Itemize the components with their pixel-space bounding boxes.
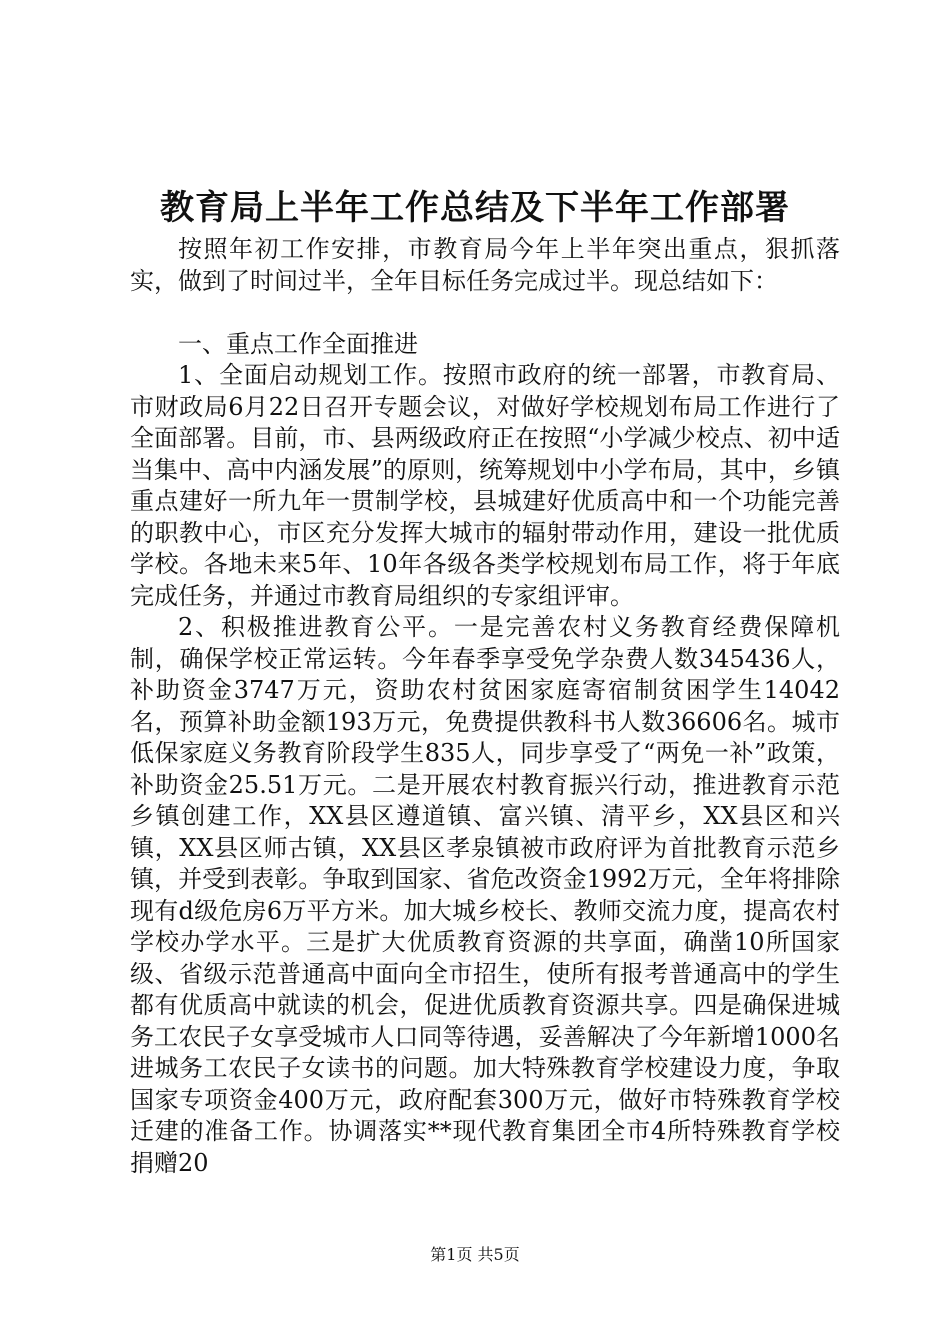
intro-paragraph: 按照年初工作安排，市教育局今年上半年突出重点，狠抓落实，做到了时间过半，全年目标任务完成过半。现总结如下： [130, 235, 840, 295]
body-paragraph-item-1: 1、全面启动规划工作。按照市政府的统一部署，市教育局、市财政局6月22日召开专题会议，对做好学校规划布局工作进行了全面部署。目前，市、县两级政府正在按照“小学减少校点、初中适当集中、高中内涵发展”的原则，统筹规划中小学布局，其中，乡镇重点建好一所九年一贯制学校，县城建好优质高中和一个功能完善的职教中心，市区充分发挥大城市的辐射带动作用，建设一批优质学校。各地未来5年、10年各级各类学校规划布局工作，将于年底完成任务，并通过市教育局组织的专家组评审。 [130, 361, 840, 610]
page-number-footer: 第1页 共5页 [430, 1245, 520, 1264]
document-body [130, 234, 840, 1179]
section-heading: 一、重点工作全面推进 [178, 329, 418, 358]
document-title: 教育局上半年工作总结及下半年工作部署 [160, 188, 790, 228]
body-paragraph-item-2: 2、积极推进教育公平。一是完善农村义务教育经费保障机制，确保学校正常运转。今年春季享受免学杂费人数345436人，补助资金3747万元，资助农村贫困家庭寄宿制贫困学生14042名，预算补助金额193万元，免费提供教科书人数36606名。城市低保家庭义务教育阶段学生835人，同步享受了“两免一补”政策，补助资金25.51万元。二是开展农村教育振兴行动，推进教育示范乡镇创建工作，XX县区遵道镇、富兴镇、清平乡，XX县区和兴镇，XX县区师古镇，XX县区孝泉镇被市政府评为首批教育示范乡镇，并受到表彰。争取到国家、省危改资金1992万元，全年将排除现有d级危房6万平方米。加大城乡校长、教师交流力度，提高农村学校办学水平。三是扩大优质教育资源的共享面，确凿10所国家级、省级示范普通高中面向全市招生，使所有报考普通高中的学生都有优质高中就读的机会，促进优质教育资源共享。四是确保进城务工农民子女享受城市人口同等待遇，妥善解决了今年新增1000名进城务工农民子女读书的问题。加大特殊教育学校建设力度，争取国家专项资金400万元，政府配套300万元，做好市特殊教育学校迁建的准备工作。协调落实**现代教育集团全市4所特殊教育学校捐赠20 [130, 613, 840, 1177]
